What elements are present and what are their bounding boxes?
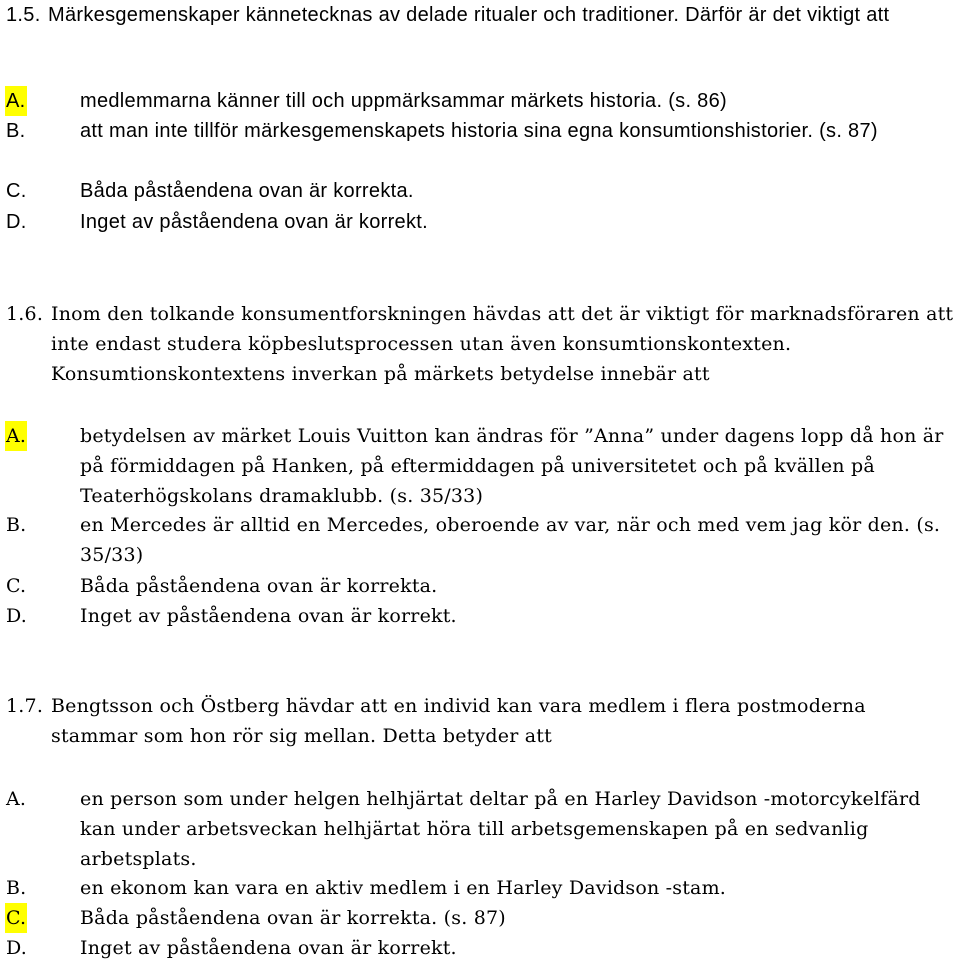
option-text: Inget av påståendena ovan är korrekt. xyxy=(80,605,457,627)
option-text: en Mercedes är alltid en Mercedes, oberoende av var, när och med vem jag kör den. (s. 35/33) xyxy=(80,514,941,566)
question-text: Bengtsson och Östberg hävdar att en individ kan vara medlem i flera postmoderna stammar som hon rör sig mellan. Detta betyder att xyxy=(51,695,866,747)
option-letter: D. xyxy=(6,605,27,627)
option-a xyxy=(6,784,956,874)
question-text: Märkesgemenskaper kännetecknas av delade ritualer och traditioner. Därför är det viktigt att xyxy=(48,4,890,26)
option-letter: B. xyxy=(6,877,27,899)
option-b xyxy=(6,116,956,146)
option-text: en person som under helgen helhjärtat deltar på en Harley Davidson -motorcykelfärd kan under arbetsveckan helhjärtat höra till arbetsgemenskapen på en sedvanlig arbetsplats. xyxy=(80,788,921,870)
option-letter: A. xyxy=(6,788,27,810)
option-letter: B. xyxy=(6,514,27,536)
option-text: Båda påståendena ovan är korrekta. xyxy=(80,575,438,597)
option-c xyxy=(6,903,956,933)
option-b xyxy=(6,510,956,570)
option-c xyxy=(6,571,956,601)
option-a xyxy=(6,86,956,116)
option-text: medlemmarna känner till och uppmärksammar märkets historia. (s. 86) xyxy=(80,90,727,112)
option-letter: D. xyxy=(6,937,27,959)
option-b xyxy=(6,873,956,903)
question-1-7 xyxy=(6,691,956,751)
option-letter: C. xyxy=(6,575,27,597)
option-a xyxy=(6,421,956,511)
option-text: Inget av påståendena ovan är korrekt. xyxy=(80,937,457,959)
question-text: Inom den tolkande konsumentforskningen hävdas att det är viktigt för marknadsföraren att inte endast studera köpbeslutsprocessen utan även konsumtionskontexten. Konsumtionskontextens inverkan på märkets betydelse innebär att xyxy=(51,303,954,385)
question-1-6 xyxy=(6,299,956,389)
option-letter: D. xyxy=(6,211,27,233)
option-text: Båda påståendena ovan är korrekta. xyxy=(80,180,414,202)
option-d xyxy=(6,933,956,963)
question-1-5 xyxy=(6,0,956,30)
option-text: Inget av påståendena ovan är korrekt. xyxy=(80,211,428,233)
option-letter-highlighted: A. xyxy=(5,86,27,116)
option-letter-highlighted: A. xyxy=(5,421,27,451)
question-number: 1.7. xyxy=(6,695,44,717)
option-text: att man inte tillför märkesgemenskapets historia sina egna konsumtionshistorier. (s. 87) xyxy=(80,120,878,142)
question-number: 1.5. xyxy=(6,4,41,26)
option-letter: C. xyxy=(6,180,27,202)
option-text: betydelsen av märket Louis Vuitton kan ändras för ”Anna” under dagens lopp då hon är på förmiddagen på Hanken, på eftermiddagen på universitetet och på kvällen på Teaterhögskolans dramaklubb. (s. 35/33) xyxy=(80,425,944,507)
option-letter: B. xyxy=(6,120,26,142)
option-text: en ekonom kan vara en aktiv medlem i en Harley Davidson -stam. xyxy=(80,877,727,899)
option-letter-highlighted: C. xyxy=(5,903,27,933)
question-number: 1.6. xyxy=(6,303,44,325)
option-d xyxy=(6,207,956,237)
option-d xyxy=(6,601,956,631)
option-text: Båda påståendena ovan är korrekta. (s. 87) xyxy=(80,907,506,929)
option-c xyxy=(6,176,956,206)
